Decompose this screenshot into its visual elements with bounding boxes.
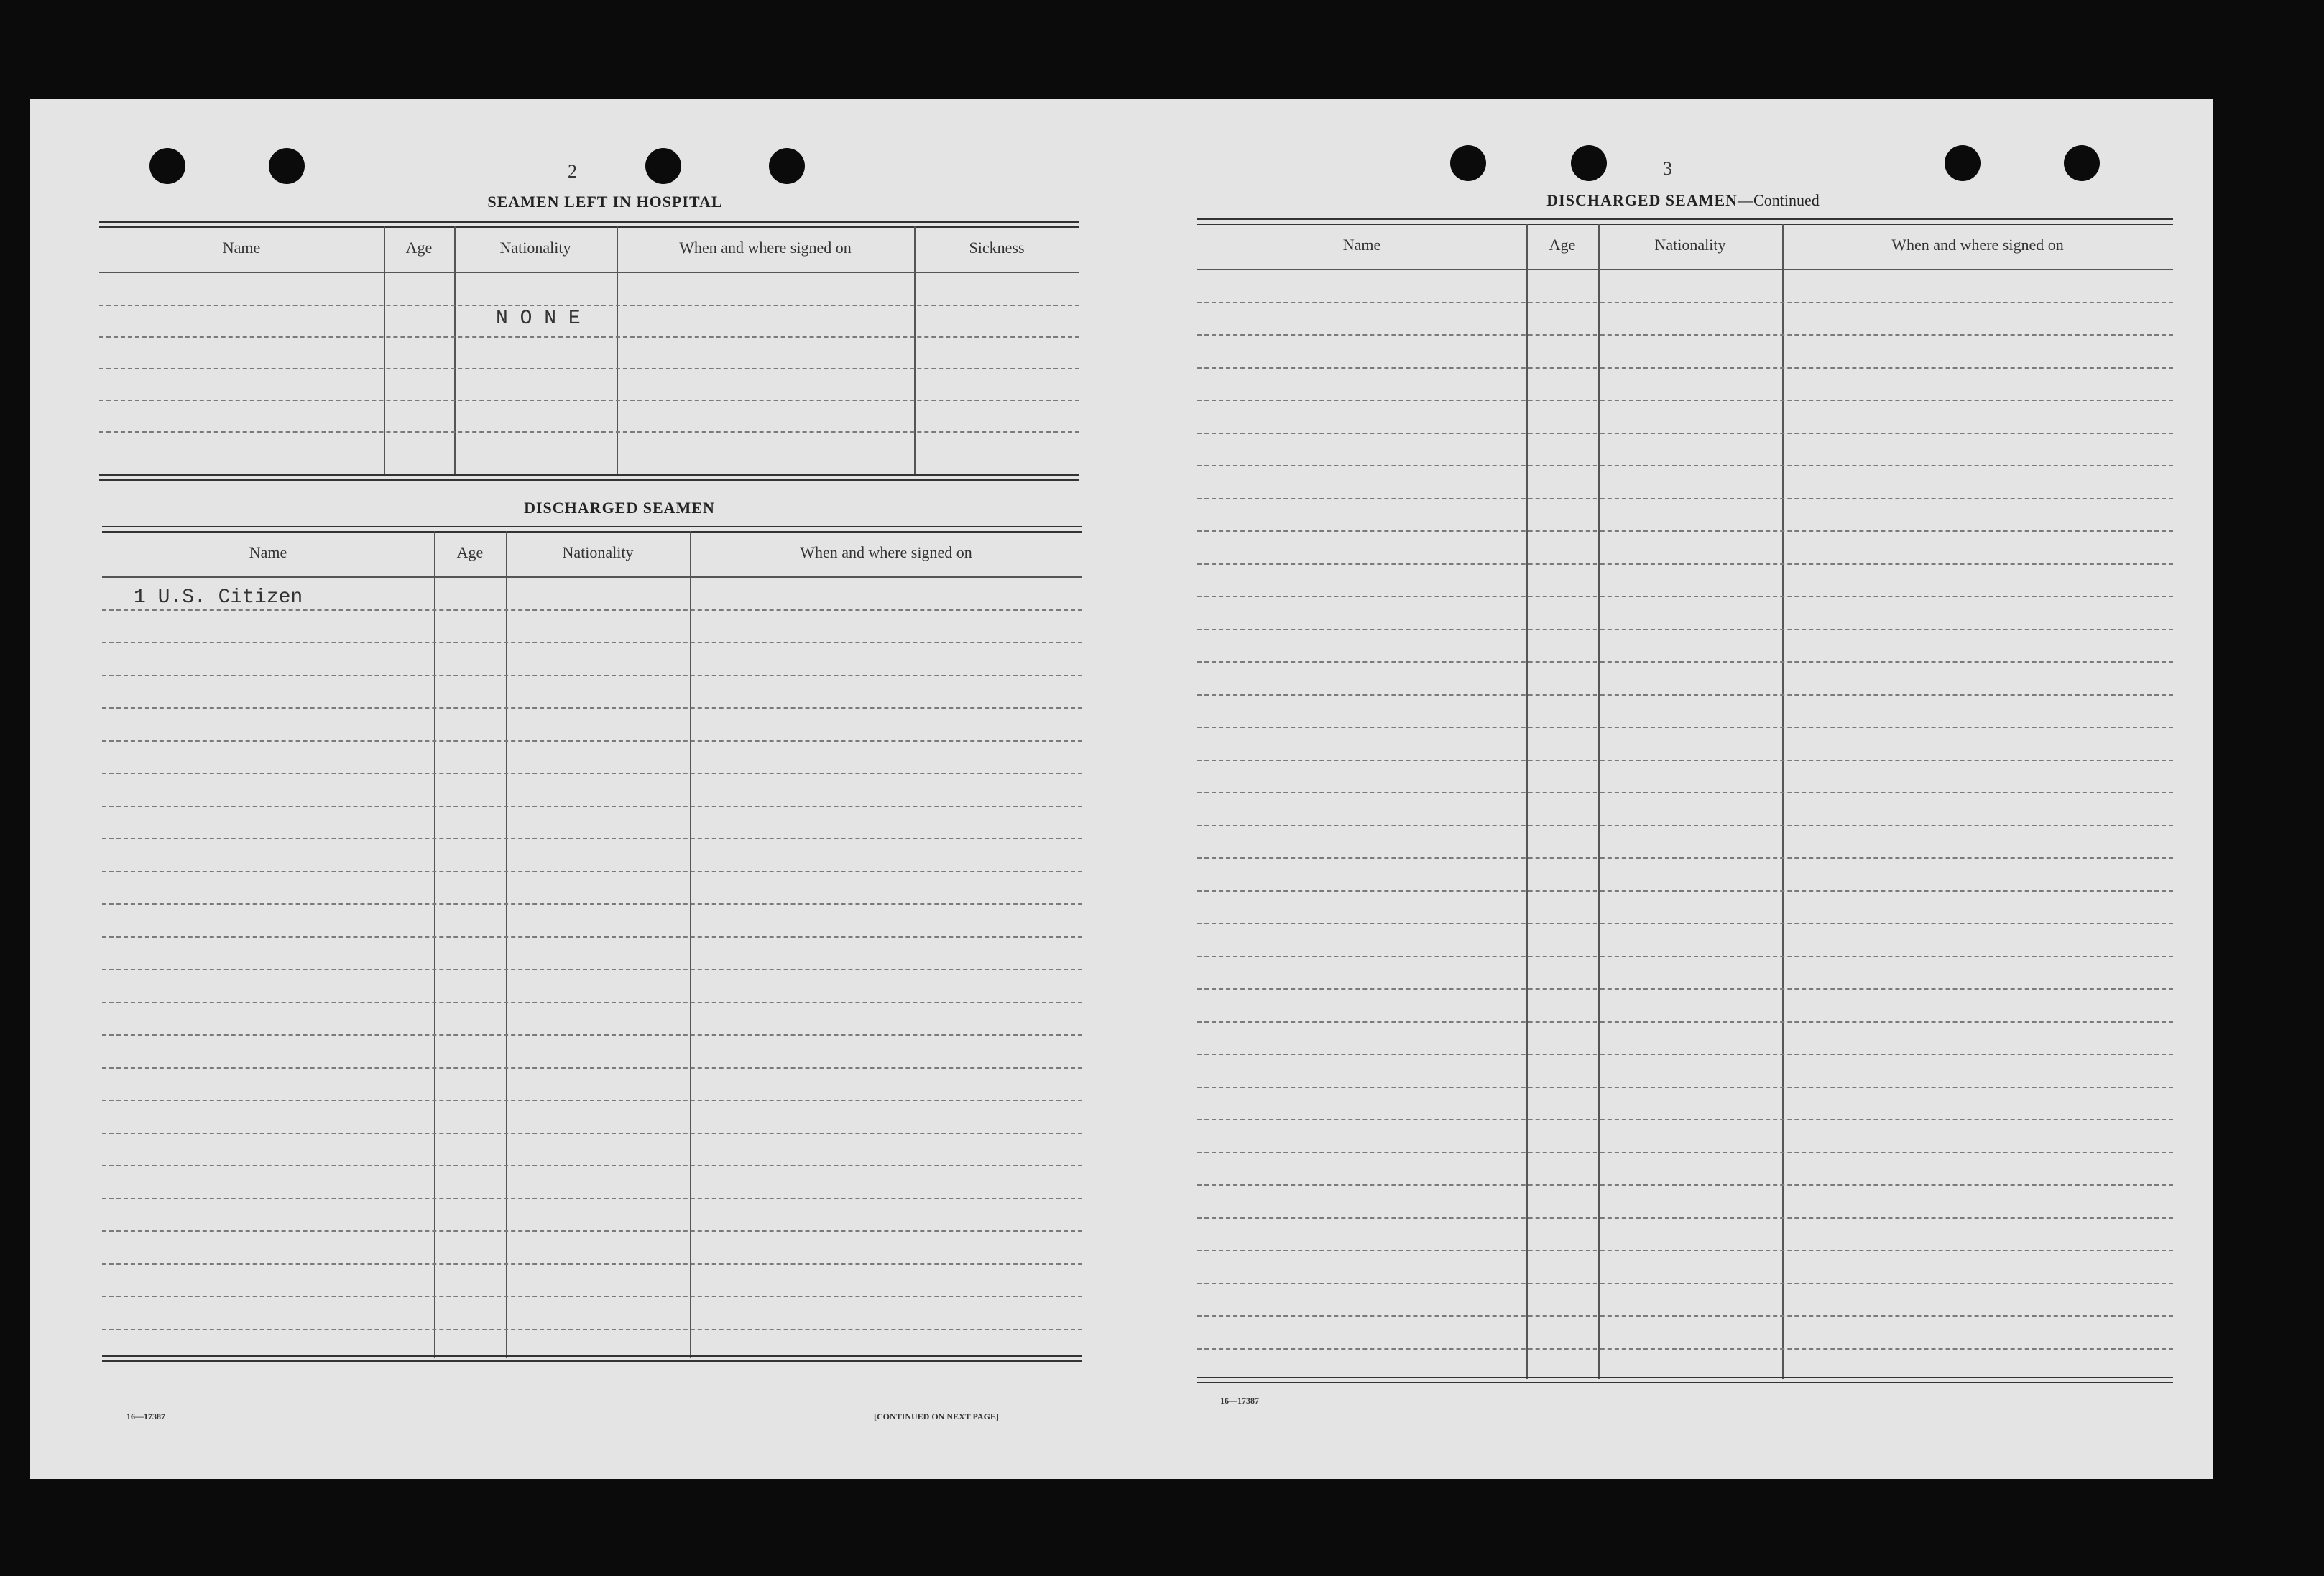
title-suffix: —Continued (1738, 191, 1820, 209)
table-row (1197, 1021, 2173, 1056)
table-row (99, 336, 1079, 369)
table-header (99, 226, 1079, 269)
table-row (102, 707, 1082, 742)
table-row (102, 1133, 1082, 1167)
table-row (1197, 367, 2173, 402)
table-row (102, 1263, 1082, 1298)
table-row (102, 1230, 1082, 1265)
table-row (102, 1002, 1082, 1036)
table-row (102, 871, 1082, 905)
column-header-nationality: Nationality (499, 239, 571, 257)
table-row (1197, 1283, 2173, 1317)
table-row (1197, 334, 2173, 369)
table-row (1197, 727, 2173, 761)
table-row (1197, 857, 2173, 892)
table-row (102, 1034, 1082, 1069)
column-header-nationality: Nationality (562, 543, 634, 561)
table-row (102, 969, 1082, 1003)
continued-note: [CONTINUED ON NEXT PAGE] (874, 1411, 999, 1421)
punch-hole (149, 148, 185, 184)
table-row (1197, 629, 2173, 663)
table-row (1197, 596, 2173, 630)
table-row (102, 609, 1082, 644)
table-header (102, 531, 1082, 574)
table-row (1197, 498, 2173, 533)
table-row (1197, 400, 2173, 434)
typed-entry-citizen: 1 U.S. Citizen (134, 586, 303, 609)
punch-hole (769, 148, 805, 184)
form-sheet (30, 99, 2213, 1479)
table-row (102, 903, 1082, 938)
table-row (102, 1100, 1082, 1134)
table-row (1197, 465, 2173, 499)
column-header-signed-on: When and where signed on (1891, 236, 2064, 254)
table-row (1197, 694, 2173, 729)
table-row (102, 936, 1082, 971)
table-row (1197, 563, 2173, 598)
table-row (1197, 760, 2173, 794)
table-row (1197, 530, 2173, 565)
section-title-discharged-continued (1453, 191, 1913, 210)
table-row (102, 1198, 1082, 1232)
table-row (1197, 792, 2173, 826)
table-row (99, 305, 1079, 338)
table-row (1197, 661, 2173, 696)
table-row (102, 740, 1082, 775)
table-row (99, 400, 1079, 433)
table-row (102, 1067, 1082, 1102)
table-row (102, 675, 1082, 709)
table-row (1197, 1054, 2173, 1088)
table-row (99, 368, 1079, 401)
table-row (1197, 1315, 2173, 1350)
punch-hole (1945, 145, 1981, 181)
table-row (1197, 433, 2173, 467)
punch-hole (269, 148, 305, 184)
column-header-age: Age (456, 543, 484, 561)
page-number: 3 (1663, 158, 1672, 179)
column-header-age: Age (405, 239, 433, 257)
table-row (102, 1165, 1082, 1199)
section-title-discharged: DISCHARGED SEAMEN (524, 499, 715, 517)
column-header-name: Name (222, 239, 261, 257)
table-row (1197, 988, 2173, 1023)
table-row (102, 838, 1082, 872)
punch-hole (2064, 145, 2100, 181)
punch-hole (1450, 145, 1486, 181)
table-row (1197, 890, 2173, 925)
table-row (102, 773, 1082, 807)
title-text: DISCHARGED SEAMEN (1546, 191, 1738, 209)
section-title-hospital: SEAMEN LEFT IN HOSPITAL (487, 193, 723, 211)
table-row (1197, 1152, 2173, 1186)
table-row (102, 1296, 1082, 1330)
table-row (1197, 1087, 2173, 1121)
column-header-age: Age (1549, 236, 1576, 254)
column-header-name: Name (1342, 236, 1381, 254)
table-row (1197, 1119, 2173, 1153)
typed-entry-none: N O N E (496, 308, 581, 330)
table-row (1197, 825, 2173, 860)
column-header-name: Name (249, 543, 287, 561)
punch-hole (1571, 145, 1607, 181)
table-row (102, 642, 1082, 676)
table-row (1197, 1250, 2173, 1284)
table-row (1197, 269, 2173, 303)
form-number: 16—17387 (126, 1411, 165, 1421)
table-row (1197, 1184, 2173, 1219)
table-header (1197, 224, 2173, 267)
column-header-sickness: Sickness (969, 239, 1025, 257)
punch-hole (645, 148, 681, 184)
table-row (1197, 923, 2173, 957)
column-header-signed-on: When and where signed on (800, 543, 972, 561)
table-row (1197, 1217, 2173, 1252)
form-number: 16—17387 (1220, 1396, 1259, 1406)
table-row (102, 806, 1082, 840)
column-header-nationality: Nationality (1654, 236, 1726, 254)
column-header-signed-on: When and where signed on (679, 239, 852, 257)
page-number: 2 (568, 161, 577, 182)
table-row (99, 272, 1079, 306)
table-row (1197, 302, 2173, 336)
table-row (1197, 956, 2173, 990)
discharged-table (102, 526, 1082, 1403)
discharged-continued-table (1197, 218, 2173, 1390)
